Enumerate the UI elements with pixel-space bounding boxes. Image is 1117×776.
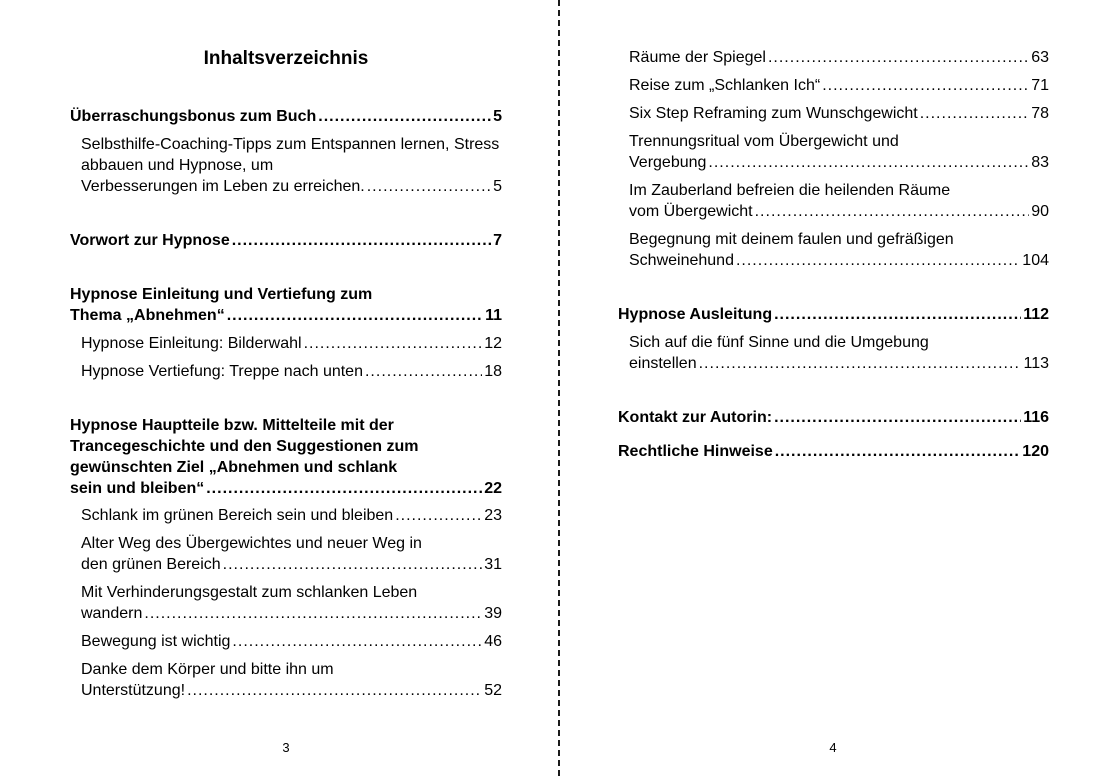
right-page: [560, 0, 1117, 776]
toc-entry-text: Verbesserungen im Leben zu erreichen.: [81, 178, 365, 195]
toc-entry[interactable]: [629, 103, 1049, 124]
toc-entry-text: Sich auf die fünf Sinne und die Umgebung: [629, 334, 929, 351]
dot-leader: [768, 47, 1029, 68]
toc-page-number: 23: [484, 507, 502, 524]
toc-page-number: 120: [1022, 443, 1049, 460]
dot-leader: [822, 75, 1029, 96]
dot-leader: [304, 333, 483, 354]
toc-entry[interactable]: [81, 361, 502, 382]
toc-entry-text: Überraschungsbonus zum Buch: [70, 108, 317, 125]
toc-page-number: 5: [493, 178, 502, 195]
toc-entry-text: Kontakt zur Autorin:: [618, 409, 773, 426]
toc-entry-text: Bewegung ist wichtig: [81, 633, 231, 650]
toc-page-number: 11: [485, 307, 502, 324]
dot-leader: [232, 230, 491, 251]
toc-page-number: 18: [484, 363, 502, 380]
dot-leader: [223, 554, 483, 575]
toc-page-number: 12: [484, 335, 502, 352]
toc-entry[interactable]: [81, 333, 502, 354]
toc-entry-text: sein und bleiben“: [70, 480, 205, 497]
toc-entry-text: Schweinehund: [629, 252, 734, 269]
toc-entry-text: Im Zauberland befreien die heilenden Räume: [629, 182, 951, 199]
toc-entry[interactable]: [629, 180, 1049, 222]
dot-leader: [708, 152, 1029, 173]
toc-entry-text: Räume der Spiegel: [629, 49, 766, 66]
toc-entry-text: Hypnose Ausleitung: [618, 306, 773, 323]
toc-entry-text: Hypnose Vertiefung: Treppe nach unten: [81, 363, 363, 380]
toc-entry-text: Hypnose Einleitung und Vertiefung zum: [70, 286, 373, 303]
toc-entry[interactable]: [70, 415, 502, 499]
toc-entry-text: Reise zum „Schlanken Ich“: [629, 77, 821, 94]
dot-leader: [318, 106, 491, 127]
toc-page-number: 39: [484, 605, 502, 622]
toc-entry[interactable]: [629, 229, 1049, 271]
toc-page-number: 116: [1023, 409, 1049, 426]
toc-title: Inhaltsverzeichnis: [203, 48, 369, 69]
toc-page-number: 5: [493, 108, 502, 125]
toc-entry-text: Hypnose Hauptteile bzw. Mittelteile mit der Trancegeschichte und den Suggestionen zum gewünschten Ziel „Abnehmen und schlank: [70, 417, 419, 476]
toc-page-number: 90: [1031, 203, 1049, 220]
left-page: [0, 0, 558, 776]
toc-entry-text: Selbsthilfe-Coaching-Tipps zum Entspannen lernen, Stress abbauen und Hypnose, um: [81, 136, 500, 174]
toc-entry-text: den grünen Bereich: [81, 556, 221, 573]
dot-leader: [736, 250, 1020, 271]
toc-page-number: 52: [484, 682, 502, 699]
dot-leader: [227, 305, 483, 326]
toc-entry-text: Six Step Reframing zum Wunschgewicht: [629, 105, 918, 122]
page-number-left: 3: [282, 740, 290, 755]
toc-entry[interactable]: [618, 304, 1049, 325]
toc-entry[interactable]: [629, 75, 1049, 96]
toc-entry[interactable]: [81, 533, 502, 575]
toc-page-number: 112: [1023, 306, 1049, 323]
toc-page-number: 78: [1031, 105, 1049, 122]
dot-leader: [187, 680, 482, 701]
toc-entry[interactable]: [629, 332, 1049, 374]
toc-entry-text: Hypnose Einleitung: Bilderwahl: [81, 335, 302, 352]
toc-entry-text: Danke dem Körper und bitte ihn um: [81, 661, 334, 678]
toc-entry-text: Unterstützung!: [81, 682, 186, 699]
dot-leader: [755, 201, 1030, 222]
toc-entry[interactable]: [629, 47, 1049, 68]
page-number-right: 4: [829, 740, 837, 755]
dot-leader: [774, 407, 1021, 428]
dot-leader: [395, 505, 482, 526]
toc-entry-text: Mit Verhinderungsgestalt zum schlanken Leben: [81, 584, 418, 601]
toc-entry[interactable]: [70, 230, 502, 251]
toc-entry-text: vom Übergewicht: [629, 203, 753, 220]
toc-page-number: 113: [1023, 355, 1049, 372]
toc-entry[interactable]: [81, 659, 502, 701]
toc-page-number: 46: [484, 633, 502, 650]
toc-entry-text: wandern: [81, 605, 143, 622]
toc-entry-text: Thema „Abnehmen“: [70, 307, 225, 324]
dot-leader: [699, 353, 1022, 374]
toc-page-number: 22: [484, 480, 502, 497]
dot-leader: [774, 304, 1021, 325]
toc-entry[interactable]: [70, 284, 502, 326]
toc-entry[interactable]: [81, 631, 502, 652]
toc-entry-text: Schlank im grünen Bereich sein und bleiben: [81, 507, 394, 524]
toc-entry[interactable]: [70, 106, 502, 127]
dot-leader: [775, 441, 1021, 462]
toc-entry[interactable]: [618, 441, 1049, 462]
toc-page-number: 71: [1031, 77, 1049, 94]
dot-leader: [365, 361, 482, 382]
dot-leader: [144, 603, 482, 624]
toc-entry[interactable]: [629, 131, 1049, 173]
toc-entry-text: Vorwort zur Hypnose: [70, 232, 230, 249]
dot-leader: [232, 631, 482, 652]
toc-page-number: 63: [1031, 49, 1049, 66]
toc-entry-text: Vergebung: [629, 154, 707, 171]
toc-entry[interactable]: [618, 407, 1049, 428]
dot-leader: [367, 176, 491, 197]
toc-page-number: 104: [1022, 252, 1049, 269]
toc-page-number: 31: [484, 556, 502, 573]
toc-entry[interactable]: [81, 134, 502, 197]
toc-entry-text: Rechtliche Hinweise: [618, 443, 773, 460]
toc-entry-text: einstellen: [629, 355, 697, 372]
toc-entry-text: Begegnung mit deinem faulen und gefräßigen: [629, 231, 954, 248]
toc-entry-text: Trennungsritual vom Übergewicht und: [629, 133, 899, 150]
dot-leader: [920, 103, 1029, 124]
toc-entry-text: Alter Weg des Übergewichtes und neuer Weg in: [81, 535, 422, 552]
toc-page-number: 7: [493, 232, 502, 249]
dot-leader: [206, 478, 482, 499]
toc-entry[interactable]: [81, 505, 502, 526]
toc-page-number: 83: [1031, 154, 1049, 171]
toc-entry[interactable]: [81, 582, 502, 624]
